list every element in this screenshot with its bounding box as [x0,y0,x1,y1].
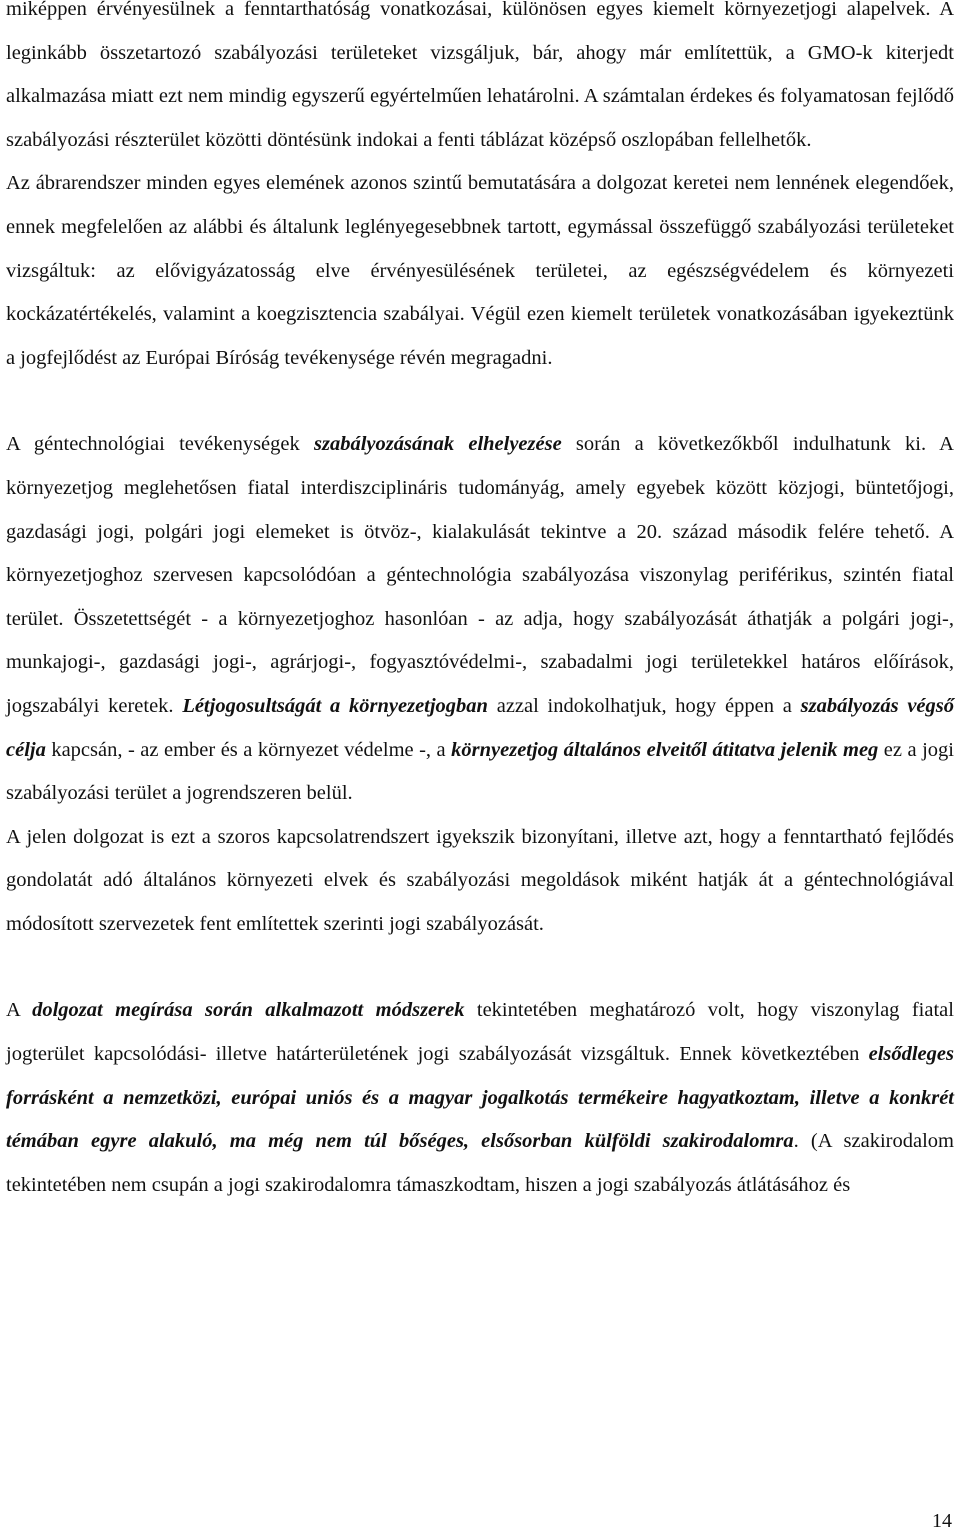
page-number: 14 [932,1510,952,1532]
paragraph-figure-system [6,162,954,380]
paragraph-sustainability-scope [6,0,954,162]
text-segment: . (A szakirodalom tekintetében nem csupán a jogi szakirodalomra támaszkodtam, hiszen a jogi szabályozás átlátásához és [6,1130,954,1196]
emphasized-text: dolgozat megírása során alkalmazott módszerek [32,999,465,1022]
text-segment: ez a jogi szabályozási terület a jogrendszeren belül. [6,738,954,805]
text-segment: miképpen érvényesülnek a fenntarthatóság vonatkozásai, különösen egyes kiemelt környezetjogi alapelvek. A leginkább összetartozó szabályozási területeket vizsgáljuk, bár, ahogy már említettük, a GMO-k kiterjedt alkalmazása miatt ezt nem mindig egyszerű egyértelműen lehatárolni. A számtalan érdekes és folyamatosan fejlődő szabályozási részterület közötti döntésünk indokai a fenti táblázat középső oszlopában fellelhetők. [6,0,954,151]
paragraph-thesis-aim [6,816,954,947]
emphasized-text: szabályozásának elhelyezése [314,433,562,456]
text-segment: A géntechnológiai tevékenységek [6,433,314,456]
text-segment: kapcsán, - az ember és a környezet védelme -, a [45,738,452,761]
paragraph-gene-technology-placement [6,423,954,815]
emphasized-text: elsődleges forrásként a nemzetközi, európai uniós és a magyar jogalkotás termékeire hagyatkoztam, illetve a konkrét témában egyre alakuló, ma még nem túl bőséges, elsősorban külföldi szakirodalomra [6,1043,954,1153]
paragraph-methods [6,989,954,1207]
text-segment: Az ábrarendszer minden egyes elemének azonos szintű bemutatására a dolgozat keretei nem lennének elegendőek, ennek megfelelően az alábbi és általunk leglényegesebbnek tartott, egymással összefüggő szabályozási területeket vizsgáltuk: az elővigyázatosság elve érvényesülésének területei, az egészségvédelem és környezeti kockázatértékelés, valamint a koegzisztencia szabályai. Végül ezen kiemelt területek vonatkozásában igyekeztünk a jogfejlődést az Európai Bíróság tevékenysége révén megragadni. [6,172,954,369]
text-segment: azzal indokolhatjuk, hogy éppen a [487,694,801,717]
text-segment: A jelen dolgozat is ezt a szoros kapcsolatrendszert igyekszik bizonyítani, illetve azt, hogy a fenntartható fejlődés gondolatát adó általános környezeti elvek és szabályozási megoldások miként hatják át a géntechnológiával módosított szervezetek fent említettek szerinti jogi szabályozását. [6,825,954,935]
emphasized-text: környezetjog általános elveitől átitatva jelenik meg [451,738,879,761]
document-page [6,0,954,1207]
text-segment: során a következőkből indulhatunk ki. A környezetjog meglehetősen fiatal interdiszciplináris tudományág, amely egyebek között közjogi, büntetőjogi, gazdasági jogi, polgári jogi elemeket is ötvöz-, kialakulását tekintve a 20. század második felére tehető. A környezetjoghoz szervesen kapcsolódóan a géntechnológia szabályozása viszonylag periférikus, szintén fiatal terület. Összetettségét - a környezetjoghoz hasonlóan - az adja, hogy szabályozását áthatják a polgári jogi-, munkajogi-, gazdasági jogi-, agrárjogi-, fogyasztóvédelmi-, szabadalmi jogi területekkel határos előírások, jogszabályi keretek. [6,433,954,717]
emphasized-text: szabályozás végső célja [6,694,954,761]
text-segment: tekintetében meghatározó volt, hogy viszonylag fiatal jogterület kapcsolódási- illetve határterületének jogi szabályozását vizsgáltuk. Ennek következtében [6,999,954,1066]
text-segment: A [6,999,33,1022]
emphasized-text: Létjogosultságát a környezetjogban [182,694,488,717]
